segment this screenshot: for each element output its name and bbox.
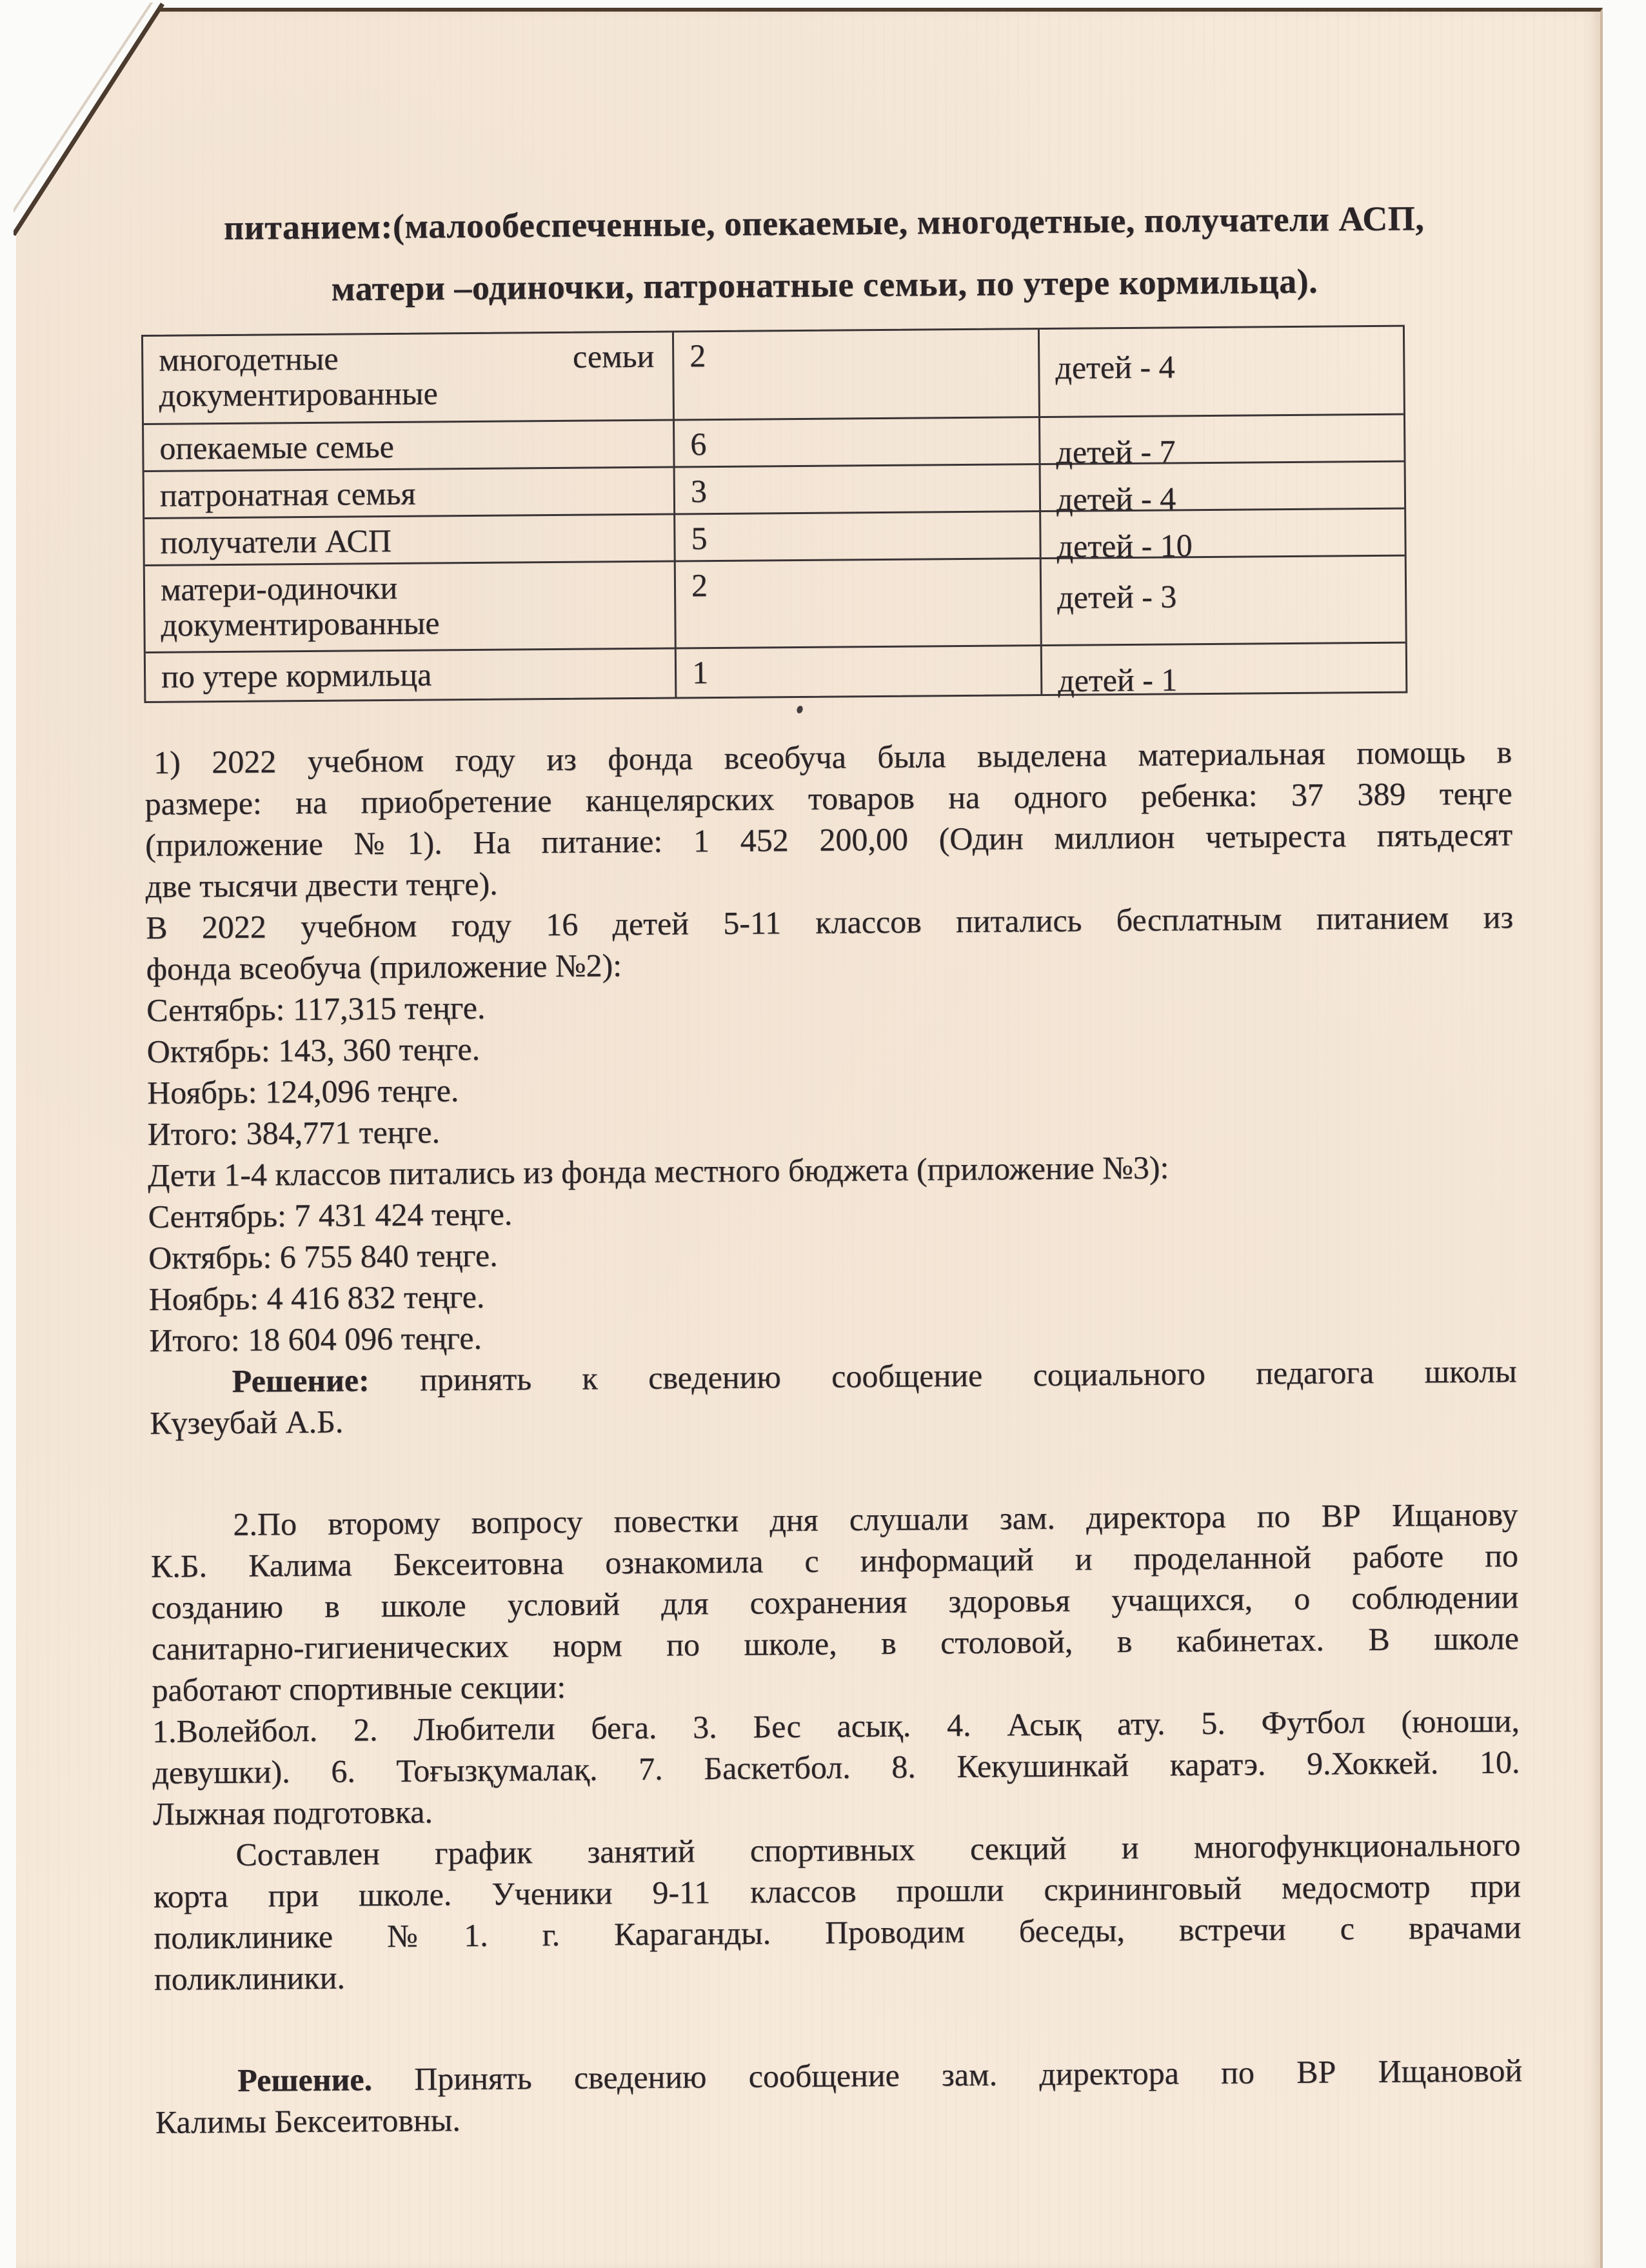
text-line: фонда всеобуча (приложение №2): bbox=[146, 947, 622, 987]
text-line: (приложение №1). На питание: 1 452 200,00 (Один миллион четыреста пятьдесят bbox=[144, 816, 1513, 863]
text-line: корта при школе. Ученики 9-11 классов прошли скрининговый медосмотр при bbox=[153, 1867, 1522, 1915]
table-row bbox=[145, 557, 1405, 653]
children-count-cell: детей - 4 bbox=[1055, 348, 1175, 386]
text-line: К.Б. Калима Бексеитовна ознакомила с информаций и проделанной работе по bbox=[150, 1537, 1519, 1584]
month-total-line: Сентябрь: 7 431 424 теңге. bbox=[148, 1195, 513, 1235]
ink-dot bbox=[796, 705, 804, 714]
children-count-cell: детей - 4 bbox=[1056, 480, 1176, 517]
decision-text: Принять сведению сообщение зам. директора по ВР Ищановой bbox=[372, 2052, 1523, 2098]
page-content bbox=[139, 1, 1523, 2143]
category-line2: документированные bbox=[161, 604, 440, 643]
text-line: поликлиники. bbox=[154, 1959, 346, 1997]
decision-line: Күзеубай А.Б. bbox=[149, 1403, 344, 1441]
decision-1 bbox=[149, 1350, 1517, 1444]
text-line: В 2022 учебном году 16 детей 5-11 классов питались бесплатным питанием из bbox=[145, 899, 1514, 946]
category-cell bbox=[145, 562, 677, 651]
children-count-cell: детей - 3 bbox=[1056, 578, 1177, 615]
beneficiaries-table bbox=[141, 325, 1407, 703]
text-line: Составлен график занятий спортивных секций и многофункционального bbox=[235, 1826, 1521, 1873]
month-total-line: Октябрь: 6 755 840 теңге. bbox=[148, 1237, 498, 1276]
folded-corner bbox=[14, 3, 188, 254]
families-count-cell: 6 bbox=[675, 418, 1041, 466]
vseobuch-fund-totals bbox=[146, 979, 1515, 1155]
category-cell: по утере кормильца bbox=[146, 649, 677, 701]
decision-label: Решение. bbox=[237, 2061, 373, 2098]
month-total-line: Итого: 18 604 096 теңге. bbox=[148, 1319, 482, 1358]
local-budget-intro: Дети 1-4 классов питались из фонда местного бюджета (приложение №3): bbox=[147, 1149, 1169, 1193]
families-count-cell: 3 bbox=[675, 465, 1042, 513]
paragraph-material-aid bbox=[144, 731, 1513, 907]
category-cell bbox=[143, 332, 675, 423]
category-word: семьи bbox=[572, 337, 655, 375]
decision-2 bbox=[155, 2049, 1523, 2143]
heading-line-2: матери –одиночки, патронатные семьи, по утере кормильца). bbox=[331, 261, 1318, 308]
paragraph-question-2 bbox=[150, 1493, 1519, 1711]
families-count-cell: 2 bbox=[676, 559, 1042, 647]
families-count-cell: 1 bbox=[677, 646, 1043, 697]
paragraph-schedule bbox=[153, 1824, 1522, 2000]
sport-sections-list bbox=[152, 1700, 1520, 1835]
local-budget-totals bbox=[148, 1185, 1516, 1361]
text-line: созданию в школе условий для сохранения здоровья учащихся, о соблюдении bbox=[151, 1578, 1519, 1626]
text-line: Лыжная подготовка. bbox=[152, 1793, 433, 1832]
families-count-cell: 5 bbox=[675, 512, 1042, 560]
category-cell: патронатная семья bbox=[144, 468, 676, 517]
children-count-cell: детей - 7 bbox=[1056, 433, 1176, 470]
category-line1: матери-одиночки bbox=[160, 569, 398, 608]
decision-text: принять к сведению сообщение социального педагога школы bbox=[369, 1353, 1517, 1398]
month-total-line: Сентябрь: 117,315 теңге. bbox=[146, 989, 486, 1028]
body-text bbox=[144, 731, 1523, 2143]
month-total-line: Ноябрь: 124,096 теңге. bbox=[146, 1072, 459, 1111]
paragraph-free-meals bbox=[146, 896, 1514, 990]
category-cell: получатели АСП bbox=[144, 515, 676, 564]
text-line: 2.По второму вопросу повестки дня слушали зам. директора по ВР Ищанову bbox=[233, 1496, 1518, 1542]
month-total-line: Итого: 384,771 теңге. bbox=[147, 1113, 441, 1152]
children-count-cell: детей - 1 bbox=[1057, 661, 1178, 699]
table-row bbox=[143, 327, 1403, 425]
month-total-line: Ноябрь: 4 416 832 теңге. bbox=[148, 1278, 485, 1317]
decision-line: Калимы Бексеитовны. bbox=[155, 2102, 461, 2140]
text-line: две тысячи двести теңге). bbox=[145, 865, 498, 904]
category-cell: опекаемые семье bbox=[144, 421, 675, 470]
document-page bbox=[16, 8, 1603, 2268]
text-line: работают спортивные секции: bbox=[152, 1668, 566, 1708]
category-line2: документированные bbox=[159, 375, 438, 413]
category-word: многодетные bbox=[159, 340, 339, 378]
text-line: санитарно-гигиенических норм по школе, в столовой, в кабинетах. В школе bbox=[151, 1620, 1520, 1667]
table-row bbox=[146, 644, 1406, 701]
month-total-line: Октябрь: 143, 360 теңге. bbox=[146, 1030, 481, 1069]
families-count-cell: 2 bbox=[674, 330, 1040, 419]
decision-label: Решение: bbox=[232, 1362, 370, 1399]
text-line: размере: на приобретение канцелярских товаров на одного ребенка: 37 389 теңге bbox=[144, 775, 1512, 822]
heading-line-1: питанием:(малообеспеченные, опекаемые, многодетные, получатели АСП, bbox=[223, 199, 1425, 247]
text-line: 1) 2022 учебном году из фонда всеобуча была выделена материальная помощь в bbox=[153, 733, 1512, 781]
text-line: поликлинике №1. г. Караганды. Проводим беседы, встречи с врачами bbox=[154, 1909, 1522, 1956]
children-count-cell: детей - 10 bbox=[1056, 527, 1193, 564]
document-heading bbox=[140, 186, 1508, 321]
text-line: девушки). 6. Тоғызқумалақ. 7. Баскетбол. 8. Кекушинкай каратэ. 9.Хоккей. 10. bbox=[152, 1744, 1520, 1791]
text-line: 1.Волейбол. 2. Любители бега. 3. Бес асық. 4. Асық ату. 5. Футбол (юноши, bbox=[152, 1702, 1520, 1749]
